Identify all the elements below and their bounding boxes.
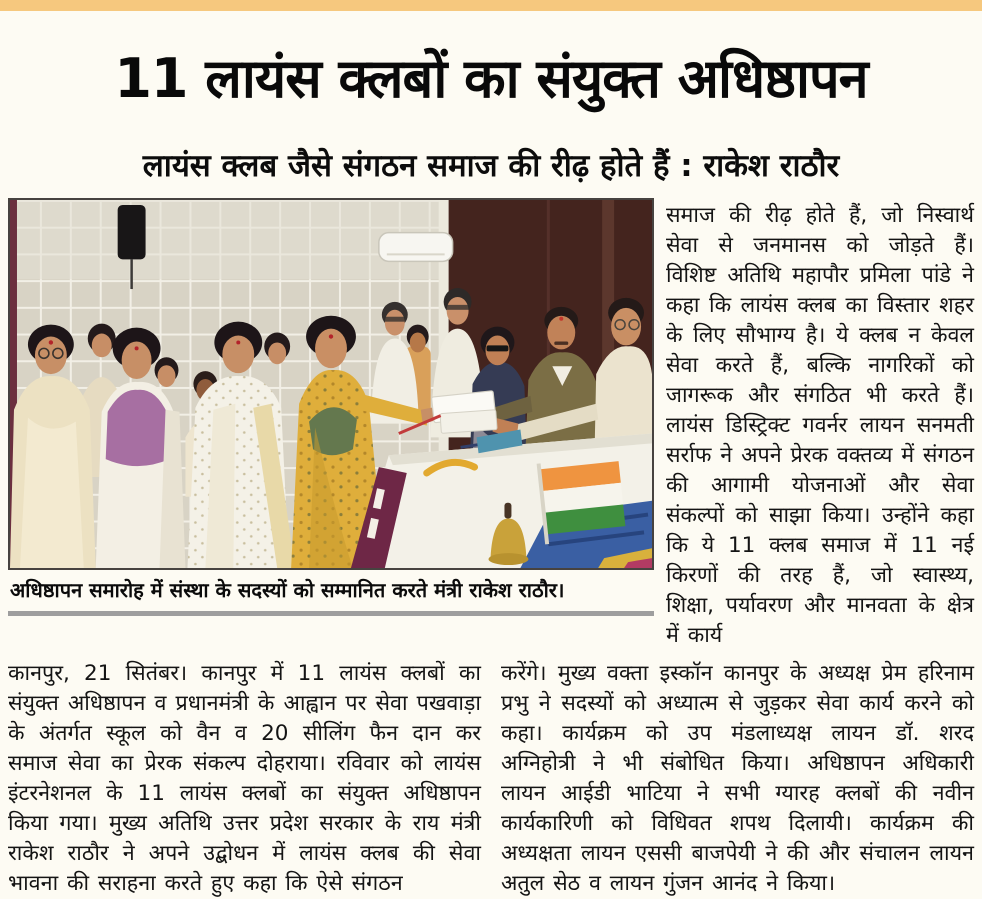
main-content-row bbox=[0, 198, 982, 651]
column-bottom-left bbox=[8, 659, 481, 899]
subheadline: लायंस क्लब जैसे संगठन समाज की रीढ़ होते हैं : राकेश राठौर bbox=[142, 148, 840, 184]
article-paragraph: समाज की रीढ़ होते हैं, जो निस्वार्थ सेवा से जनमानस को जोड़ते हैं। विशिष्ट अतिथि महापौर प्रमिला पांडे ने कहा कि लायंस क्लब का विस्तार शहर के लिए सौभाग्य है। ये क्लब न केवल सेवा करते हैं, बल्कि नागरिकों को जागरूक और संगठित भी करते हैं। लायंस डिस्ट्रिक्ट गवर्नर लायन सनमती सर्राफ ने अपने प्रेरक वक्तव्य में संगठन की आगामी योजनाओं और सेवा संकल्पों को साझा किया। उन्होंने कहा कि ये 11 क्लब समाज में 11 नई किरणों की तरह हैं, जो स्वास्थ्य, शिक्षा, पर्यावरण और मानवता के क्षेत्र में कार्य bbox=[666, 203, 974, 648]
photo-ac-unit bbox=[379, 233, 453, 262]
article-paragraph: कानपुर, 21 सितंबर। कानपुर में 11 लायंस क्लबों का संयुक्त अधिष्ठापन व प्रधानमंत्री के आह्वान पर सेवा पखवाड़ा के अंतर्गत स्कूल को वैन व 20 सीलिंग फैन दान कर समाज सेवा का प्रेरक संकल्प दोहराया। रविवार को लायंस इंटरनेशनल के 11 लायंस क्लबों का संयुक्त अधिष्ठापन किया गया। मुख्य अतिथि उत्तर प्रदेश सरकार के राय मंत्री राकेश राठौर ने अपने उद्बोधन में लायंस क्लब की सेवा भावना की सराहना करते हुए कहा कि ऐसे संगठन bbox=[8, 661, 481, 896]
article-paragraph: करेंगे। मुख्य वक्ता इस्कॉन कानपुर के अध्यक्ष प्रेम हरिनाम प्रभु ने सदस्यों को अध्यात्म से जुड़कर सेवा कार्य करने को कहा। कार्यक्रम को उप मंडलाध्यक्ष लायन डॉ. शरद अग्निहोत्री ने भी संबोधित किया। अधिष्ठापन अधिकारी लायन आईडी भाटिया ने सभी ग्यारह क्लबों की नवीन कार्यकारिणी को विधिवत शपथ दिलायी। कार्यक्रम की अध्यक्षता लायन एससी बाजपेयी ने की और संचालन लायन अतुल सेठ व लायन गुंजन आनंद ने किया। bbox=[501, 661, 974, 896]
column-bottom-right bbox=[501, 659, 974, 899]
divider-line bbox=[8, 611, 654, 616]
column-right-top bbox=[666, 201, 974, 651]
photo-papers bbox=[431, 391, 497, 434]
photo-column bbox=[8, 198, 654, 651]
top-accent-bar bbox=[0, 0, 982, 11]
photo-caption: अधिष्ठापन समारोह में संस्था के सदस्यों को सम्मानित करते मंत्री राकेश राठौर। bbox=[10, 578, 565, 602]
headline: 11 लायंस क्लबों का संयुक्त अधिष्ठापन bbox=[114, 47, 868, 110]
bottom-columns bbox=[0, 659, 982, 899]
news-photo-illustration bbox=[10, 200, 652, 568]
news-photo bbox=[8, 198, 654, 570]
